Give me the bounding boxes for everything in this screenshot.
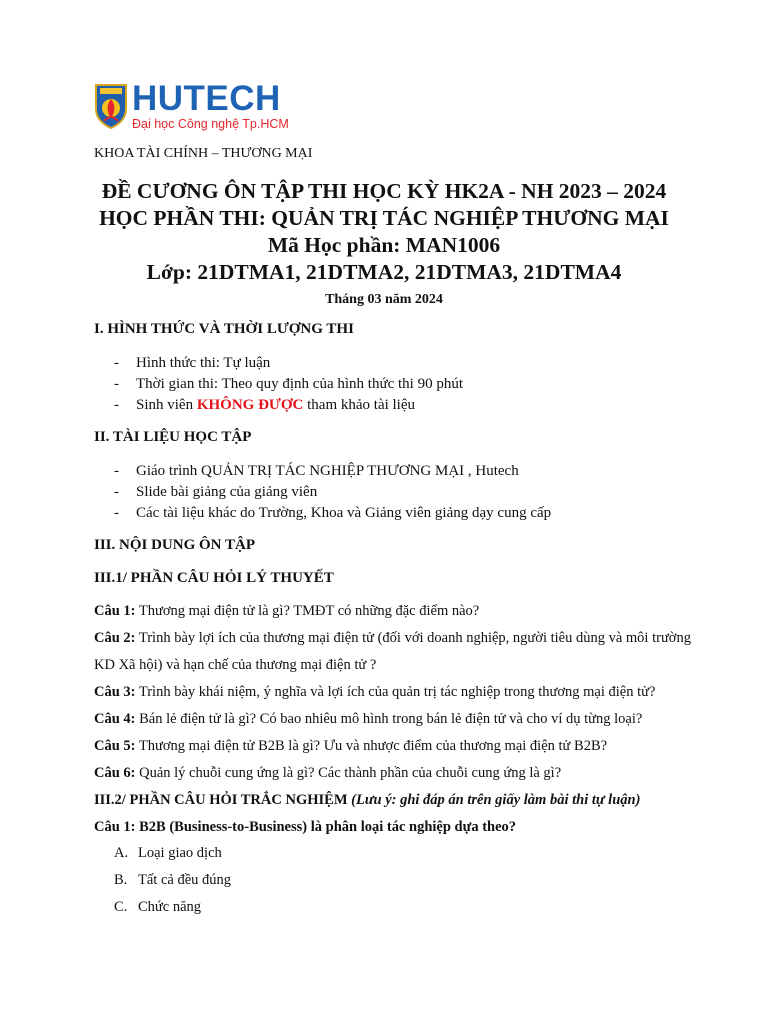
title-line-1: ĐỀ CƯƠNG ÔN TẬP THI HỌC KỲ HK2A - NH 2023 – 2024 xyxy=(101,179,667,203)
list-item: - Slide bài giảng của giảng viên xyxy=(116,482,551,503)
course-code: Mã Học phần: MAN1006 xyxy=(267,233,501,257)
question-item: Câu 1: Thương mại điện tử là gì? TMĐT có những đặc điểm nào? xyxy=(94,603,480,619)
section-3-heading: III. NỘI DUNG ÔN TẬP xyxy=(94,537,255,553)
question-item: Câu 6: Quản lý chuỗi cung ứng là gì? Các thành phần của chuỗi cung ứng là gì? xyxy=(94,765,562,781)
theory-questions xyxy=(94,598,694,841)
faculty-name: KHOA TÀI CHÍNH – THƯƠNG MẠI xyxy=(94,146,313,161)
list-item: - Sinh viên KHÔNG ĐƯỢC tham khảo tài liệu xyxy=(116,395,463,416)
question-item: Câu 3: Trình bày khái niệm, ý nghĩa và lợi ích của quản trị tác nghiệp trong thương mại điện tử? xyxy=(94,684,656,700)
option-a: A. Loại giao dịch xyxy=(114,845,222,861)
title-line-2: HỌC PHẦN THI: QUẢN TRỊ TÁC NGHIỆP THƯƠNG MẠI xyxy=(99,206,669,230)
section-2-heading: II. TÀI LIỆU HỌC TẬP xyxy=(94,429,252,445)
hutech-logo xyxy=(94,79,289,131)
theory-questions-heading: III.1/ PHẦN CÂU HỎI LÝ THUYẾT xyxy=(94,570,334,586)
option-b: B. Tất cả đều đúng xyxy=(114,872,232,888)
option-c: C. Chức năng xyxy=(114,899,202,915)
document-title-block xyxy=(0,178,768,308)
question-item: Câu 5: Thương mại điện tử B2B là gì? Ưu và nhược điểm của thương mại điện tử B2B? xyxy=(94,738,608,754)
class-list: Lớp: 21DTMA1, 21DTMA2, 21DTMA3, 21DTMA4 xyxy=(146,260,622,284)
question-item: Câu 4: Bán lẻ điện tử là gì? Có bao nhiêu mô hình trong bán lẻ điện tử và cho ví dụ từng loại? xyxy=(94,711,643,727)
university-emblem-icon xyxy=(94,83,128,129)
list-item: - Các tài liệu khác do Trường, Khoa và Giảng viên giảng dạy cung cấp xyxy=(116,503,551,524)
logo-wordmark: HUTECH xyxy=(132,79,281,118)
section-1-heading: I. HÌNH THỨC VÀ THỜI LƯỢNG THI xyxy=(94,321,354,337)
mc-options xyxy=(114,840,231,921)
list-item: - Thời gian thi: Theo quy định của hình thức thi 90 phút xyxy=(116,374,463,395)
emphasis-not-allowed: KHÔNG ĐƯỢC xyxy=(196,397,304,413)
list-item: - Hình thức thi: Tự luận xyxy=(116,353,463,374)
multiple-choice-heading: III.2/ PHẦN CÂU HỎI TRẮC NGHIỆM (Lưu ý: ghi đáp án trên giấy làm bài thi tự luận) xyxy=(94,792,641,808)
section-2-list xyxy=(116,461,551,524)
section-1-list xyxy=(116,353,463,416)
document-date: Tháng 03 năm 2024 xyxy=(325,292,443,307)
list-item: - Giáo trình QUẢN TRỊ TÁC NGHIỆP THƯƠNG MẠI , Hutech xyxy=(116,461,551,482)
mc-question-1: Câu 1: B2B (Business-to-Business) là phân loại tác nghiệp dựa theo? xyxy=(94,819,517,835)
logo-subtitle: Đại học Công nghệ Tp.HCM xyxy=(132,117,289,131)
question-item: Câu 2: Trình bày lợi ích của thương mại điện tử (đối với doanh nghiệp, người tiêu dùng và môi trường KD Xã hội) và hạn chế của thương mại điện tử ? xyxy=(94,630,691,673)
multiple-choice-note: (Lưu ý: ghi đáp án trên giấy làm bài thi tự luận) xyxy=(351,792,641,808)
